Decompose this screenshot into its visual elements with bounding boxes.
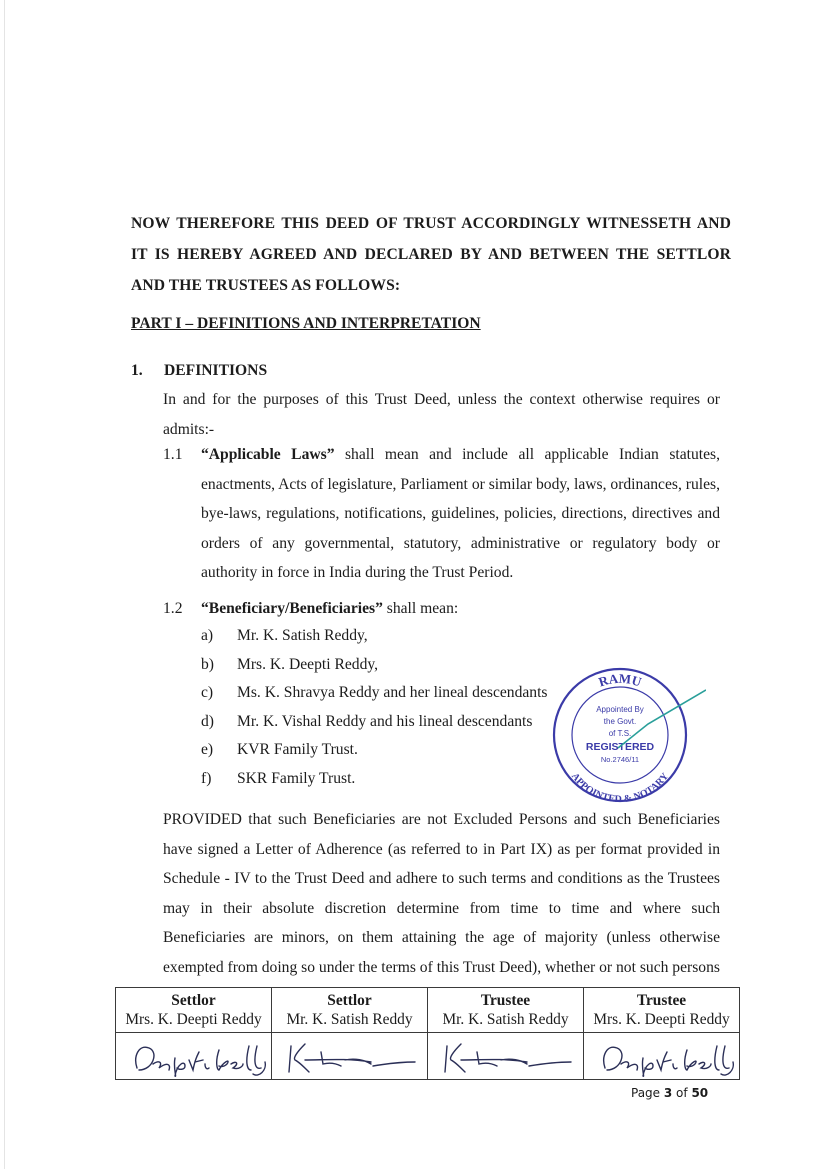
stamp-bottom-text: APPOINTED & NOTARY bbox=[569, 771, 671, 806]
clause-1-1 bbox=[163, 440, 720, 588]
signatory-name: Mr. K. Satish Reddy bbox=[286, 1011, 413, 1028]
list-letter: b) bbox=[201, 655, 214, 673]
list-text: SKR Family Trust. bbox=[237, 769, 356, 787]
list-letter: c) bbox=[201, 684, 214, 701]
list-letter: a) bbox=[201, 627, 214, 644]
section-title: DEFINITIONS bbox=[164, 362, 268, 379]
clause-text: shall mean: bbox=[382, 600, 459, 617]
list-item bbox=[201, 765, 548, 794]
handwritten-signature bbox=[275, 1034, 425, 1078]
stamp-line-2: the Govt. bbox=[603, 717, 637, 726]
clause-1-2 bbox=[163, 594, 720, 624]
stamp-reg-no: No.2746/11 bbox=[600, 755, 640, 764]
clause-number: 1.2 bbox=[163, 600, 183, 617]
signature-cell bbox=[272, 1033, 428, 1080]
signatory-cell bbox=[584, 988, 740, 1033]
clause-text: shall mean and include all applicable Indian statutes, enactments, Acts of legislature, Parliament or similar body, laws, ordinances, rules, bye-laws, regulations, notifications, guidelines, policies, directions, directives and orders of any governmental, statutory, administrative or regulatory body or authority in force in India during the Trust Period. bbox=[201, 446, 720, 581]
signatory-cell bbox=[116, 988, 272, 1033]
list-text: Mr. K. Vishal Reddy and his lineal descendants bbox=[237, 712, 533, 730]
signatory-name: Mrs. K. Deepti Reddy bbox=[125, 1011, 262, 1028]
list-item bbox=[201, 708, 548, 737]
signatory-role: Settlor bbox=[171, 992, 216, 1009]
scan-edge-shadow bbox=[4, 0, 5, 1169]
signature-cell bbox=[428, 1033, 584, 1080]
notary-stamp bbox=[548, 662, 706, 808]
handwritten-signature bbox=[587, 1034, 737, 1078]
beneficiary-list bbox=[201, 622, 548, 793]
list-item bbox=[201, 679, 548, 708]
signatory-role: Settlor bbox=[327, 992, 372, 1009]
list-text: Ms. K. Shravya Reddy and her lineal descendants bbox=[237, 684, 548, 701]
list-item bbox=[201, 651, 548, 680]
stamp-line-1: Appointed By bbox=[596, 705, 644, 714]
list-item bbox=[201, 736, 548, 765]
signatory-role: Trustee bbox=[480, 992, 531, 1009]
handwritten-signature bbox=[431, 1034, 581, 1078]
defined-term: “Applicable Laws” bbox=[201, 446, 335, 463]
definitions-intro: In and for the purposes of this Trust Deed, unless the context otherwise requires or admits:- bbox=[163, 391, 720, 438]
list-letter: d) bbox=[201, 712, 214, 730]
list-letter: e) bbox=[201, 741, 214, 758]
signatory-role: Trustee bbox=[636, 992, 687, 1009]
page-number: Page 3 of 50 bbox=[631, 1086, 709, 1100]
handwritten-signature bbox=[119, 1034, 269, 1078]
section-number: 1. bbox=[131, 362, 143, 379]
signature-cell bbox=[584, 1033, 740, 1080]
deed-heading: NOW THEREFORE THIS DEED OF TRUST ACCORDINGLY WITNESSETH AND IT IS HEREBY AGREED AND DECLARED BY AND BETWEEN THE SETTLOR AND THE TRUSTEES AS FOLLOWS: bbox=[131, 215, 731, 294]
clause-number: 1.1 bbox=[163, 446, 183, 463]
signature-cell bbox=[116, 1033, 272, 1080]
list-item bbox=[201, 622, 548, 651]
list-letter: f) bbox=[201, 769, 212, 787]
list-text: Mrs. K. Deepti Reddy, bbox=[237, 655, 379, 673]
signature-table bbox=[115, 987, 740, 1080]
signatory-name: Mr. K. Satish Reddy bbox=[442, 1011, 569, 1028]
list-text: KVR Family Trust. bbox=[237, 741, 358, 758]
stamp-line-3: of T.S. bbox=[608, 729, 632, 738]
signatory-cell bbox=[272, 988, 428, 1033]
part-title: PART I – DEFINITIONS AND INTERPRETATION bbox=[131, 315, 481, 332]
stamp-name-text: RAMU bbox=[596, 670, 644, 690]
defined-term: “Beneficiary/Beneficiaries” bbox=[201, 600, 383, 617]
signatory-name: Mrs. K. Deepti Reddy bbox=[593, 1011, 730, 1028]
signatory-cell bbox=[428, 988, 584, 1033]
list-text: Mr. K. Satish Reddy, bbox=[237, 627, 368, 644]
stamp-registered: REGISTERED bbox=[585, 741, 655, 753]
proviso-paragraph: PROVIDED that such Beneficiaries are not Excluded Persons and such Beneficiaries have signed a Letter of Adherence (as referred to in Part IX) as per format provided in Schedule - IV to the Trust Deed and adhere to such terms and conditions as the Trustees may in their absolute discretion determine from time to time and where such Beneficiaries are minors, on them attaining the age of majority (unless otherwise exempted from doing so under the terms of this Trust Deed), whether or not such persons bbox=[163, 811, 720, 976]
